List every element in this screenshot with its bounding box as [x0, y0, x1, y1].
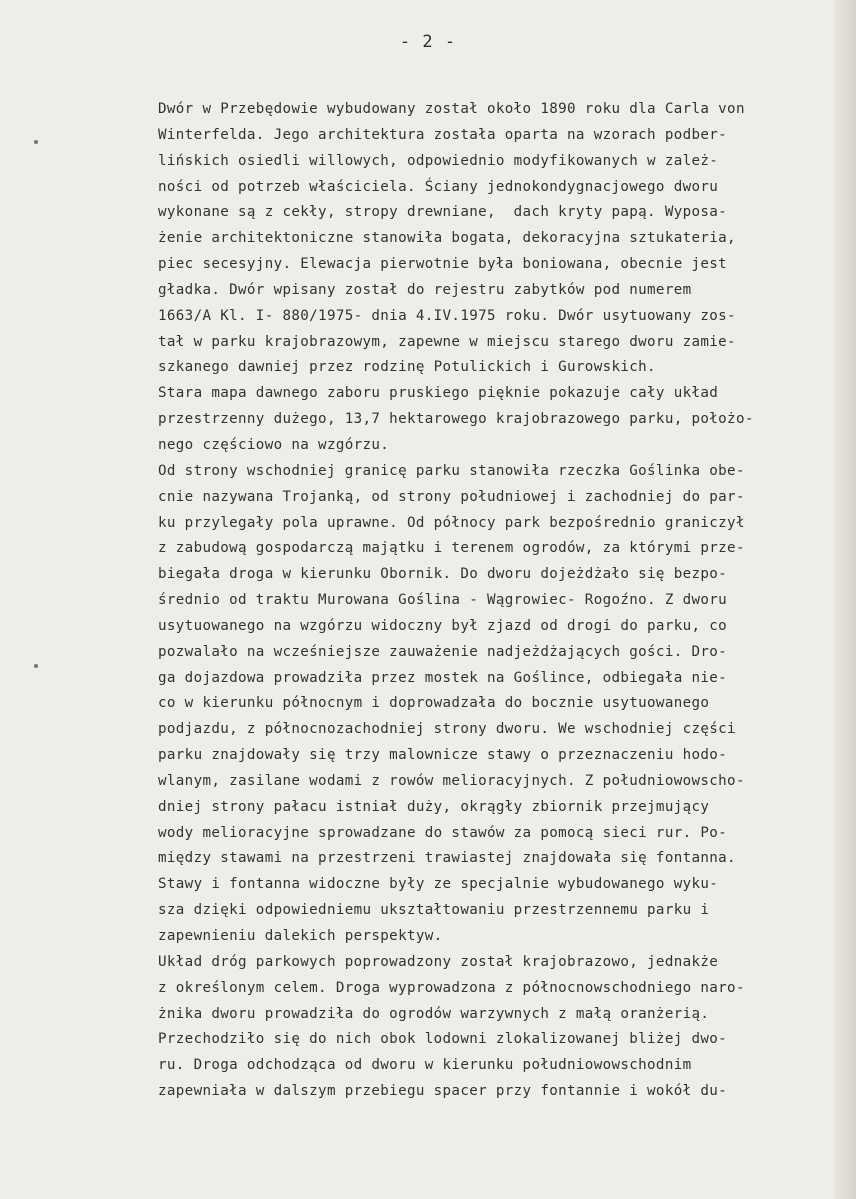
margin-dot: [34, 140, 38, 144]
text-line: piec secesyjny. Elewacja pierwotnie była boniowana, obecnie jest: [158, 256, 728, 273]
page-number: - 2 -: [399, 32, 457, 52]
text-line: podjazdu, z północnozachodniej strony dworu. We wschodniej części: [158, 721, 736, 738]
text-line: Stara mapa dawnego zaboru pruskiego pięknie pokazuje cały układ: [158, 385, 719, 402]
text-line: Stawy i fontanna widoczne były ze specjalnie wybudowanego wyku-: [158, 876, 719, 893]
body-text: [158, 97, 856, 1105]
text-line: lińskich osiedli willowych, odpowiednio modyfikowanych w zależ-: [158, 152, 719, 169]
text-line: żenie architektoniczne stanowiła bogata, dekoracyjna sztukateria,: [158, 230, 736, 247]
text-line: żnika dworu prowadziła do ogrodów warzywnych z małą oranżerią.: [158, 1005, 710, 1022]
margin-dot: [34, 664, 38, 668]
text-line: 1663/A Kl. I- 880/1975- dnia 4.IV.1975 roku. Dwór usytuowany zos-: [158, 307, 736, 324]
text-line: Dwór w Przebędowie wybudowany został około 1890 roku dla Carla von: [158, 101, 745, 117]
text-line: nego częściowo na wzgórzu.: [158, 436, 390, 453]
text-line: wlanym, zasilane wodami z rowów melioracyjnych. Z południowowscho-: [158, 772, 745, 789]
text-line: gładka. Dwór wpisany został do rejestru zabytków pod numerem: [158, 281, 692, 298]
text-line: usytuowanego na wzgórzu widoczny był zjazd od drogi do parku, co: [158, 617, 728, 634]
text-line: zapewniała w dalszym przebiegu spacer przy fontannie i wokół du-: [158, 1083, 728, 1100]
text-line: tał w parku krajobrazowym, zapewne w miejscu starego dworu zamie-: [158, 333, 736, 350]
text-line: ku przylegały pola uprawne. Od północy park bezpośrednio graniczył: [158, 514, 745, 531]
text-line: z zabudową gospodarczą majątku i terenem ogrodów, za którymi prze-: [158, 540, 745, 557]
text-line: pozwalało na wcześniejsze zauważenie nadjeżdżających gości. Dro-: [158, 643, 728, 660]
text-line: ru. Droga odchodząca od dworu w kierunku południowowschodnim: [158, 1057, 692, 1074]
text-line: Przechodziło się do nich obok lodowni zlokalizowanej bliżej dwo-: [158, 1031, 728, 1048]
text-line: przestrzenny dużego, 13,7 hektarowego krajobrazowego parku, położo-: [158, 411, 754, 428]
text-line: z określonym celem. Droga wyprowadzona z północnowschodniego naro-: [158, 979, 745, 996]
text-line: Układ dróg parkowych poprowadzony został krajobrazowo, jednakże: [158, 953, 719, 970]
text-line: między stawami na przestrzeni trawiastej znajdowała się fontanna.: [158, 850, 736, 867]
text-line: ga dojazdowa prowadziła przez mostek na Goślince, odbiegała nie-: [158, 669, 728, 686]
text-line: zapewnieniu dalekich perspektyw.: [158, 928, 443, 944]
text-line: Od strony wschodniej granicę parku stanowiła rzeczka Goślinka obe-: [158, 462, 745, 479]
text-line: szkanego dawniej przez rodzinę Potulickich i Gurowskich.: [158, 359, 656, 376]
text-line: parku znajdowały się trzy malownicze stawy o przeznaczeniu hodo-: [158, 747, 728, 764]
text-line: średnio od traktu Murowana Goślina - Wągrowiec- Rogoźno. Z dworu: [158, 592, 728, 609]
text-line: dniej strony pałacu istniał duży, okrągły zbiornik przejmujący: [158, 798, 710, 815]
text-line: biegała droga w kierunku Obornik. Do dworu dojeżdżało się bezpo-: [158, 566, 728, 583]
text-line: Winterfelda. Jego architektura została oparta na wzorach podber-: [158, 126, 728, 143]
text-line: wody melioracyjne sprowadzane do stawów za pomocą sieci rur. Po-: [158, 824, 728, 841]
text-line: ności od potrzeb właściciela. Ściany jednokondygnacjowego dworu: [158, 178, 719, 195]
text-line: sza dzięki odpowiedniemu ukształtowaniu przestrzennemu parku i: [158, 902, 710, 919]
text-line: wykonane są z cekły, stropy drewniane, dach kryty papą. Wyposa-: [158, 204, 728, 221]
text-line: cnie nazywana Trojanką, od strony południowej i zachodniej do par-: [158, 488, 745, 505]
text-line: co w kierunku północnym i doprowadzała do bocznie usytuowanego: [158, 695, 710, 712]
